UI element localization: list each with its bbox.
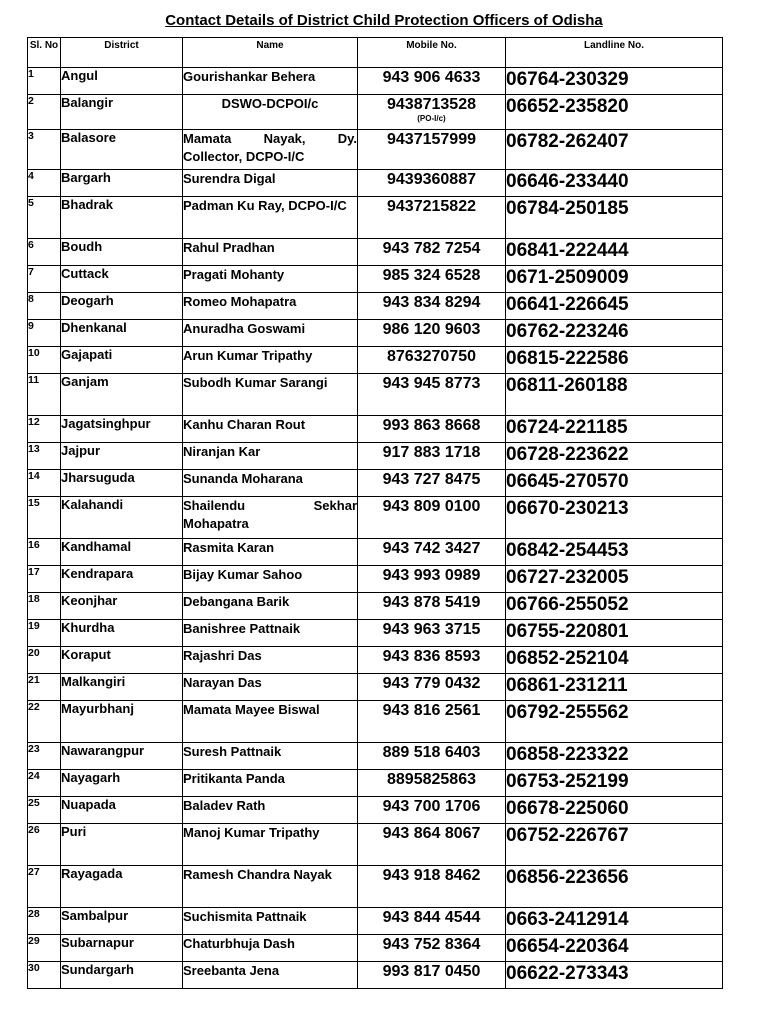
cell-mobile: 917 883 1718 xyxy=(358,443,506,470)
cell-mobile: 943 963 3715 xyxy=(358,620,506,647)
table-row xyxy=(28,443,723,470)
cell-landline: 06842-254453 xyxy=(506,539,723,566)
cell-mobile: 8895825863 xyxy=(358,770,506,797)
table-row xyxy=(28,266,723,293)
table-row xyxy=(28,374,723,416)
cell-mobile: 943 864 8067 xyxy=(358,824,506,866)
cell-sl-no: 27 xyxy=(28,866,61,908)
cell-name: Sunanda Moharana xyxy=(183,470,358,497)
cell-district: Kalahandi xyxy=(61,497,183,539)
cell-district: Subarnapur xyxy=(61,935,183,962)
table-row xyxy=(28,701,723,743)
cell-sl-no: 21 xyxy=(28,674,61,701)
cell-sl-no: 11 xyxy=(28,374,61,416)
table-row xyxy=(28,497,723,539)
cell-sl-no: 25 xyxy=(28,797,61,824)
cell-sl-no: 12 xyxy=(28,416,61,443)
cell-name: Pragati Mohanty xyxy=(183,266,358,293)
cell-sl-no: 8 xyxy=(28,293,61,320)
cell-mobile: 9439360887 xyxy=(358,170,506,197)
cell-district: Nawarangpur xyxy=(61,743,183,770)
cell-name: Rajashri Das xyxy=(183,647,358,674)
cell-district: Balangir xyxy=(61,95,183,130)
cell-landline: 06815-222586 xyxy=(506,347,723,374)
cell-sl-no: 23 xyxy=(28,743,61,770)
cell-name: Pritikanta Panda xyxy=(183,770,358,797)
table-row xyxy=(28,566,723,593)
table-row xyxy=(28,130,723,170)
cell-landline: 06622-273343 xyxy=(506,962,723,989)
table-row xyxy=(28,770,723,797)
cell-district: Rayagada xyxy=(61,866,183,908)
cell-name: Narayan Das xyxy=(183,674,358,701)
cell-name: Sreebanta Jena xyxy=(183,962,358,989)
cell-district: Khurdha xyxy=(61,620,183,647)
cell-mobile: 943 779 0432 xyxy=(358,674,506,701)
cell-landline: 06652-235820 xyxy=(506,95,723,130)
cell-mobile: 986 120 9603 xyxy=(358,320,506,347)
cell-sl-no: 24 xyxy=(28,770,61,797)
cell-sl-no: 16 xyxy=(28,539,61,566)
cell-landline: 06811-260188 xyxy=(506,374,723,416)
cell-sl-no: 30 xyxy=(28,962,61,989)
cell-name: Chaturbhuja Dash xyxy=(183,935,358,962)
cell-landline: 06841-222444 xyxy=(506,239,723,266)
table-row xyxy=(28,320,723,347)
table-row xyxy=(28,824,723,866)
cell-district: Bhadrak xyxy=(61,197,183,239)
cell-name: Subodh Kumar Sarangi xyxy=(183,374,358,416)
mobile-note: (PO-I/c) xyxy=(417,114,446,123)
cell-landline: 06755-220801 xyxy=(506,620,723,647)
table-row xyxy=(28,647,723,674)
cell-landline: 06727-232005 xyxy=(506,566,723,593)
cell-mobile: 993 863 8668 xyxy=(358,416,506,443)
cell-sl-no: 14 xyxy=(28,470,61,497)
cell-name: Arun Kumar Tripathy xyxy=(183,347,358,374)
cell-mobile: 943 752 8364 xyxy=(358,935,506,962)
header-name: Name xyxy=(183,38,358,68)
cell-name: Shailendu Sekhar Mohapatra xyxy=(183,497,358,539)
cell-district: Koraput xyxy=(61,647,183,674)
cell-mobile: 9437157999 xyxy=(358,130,506,170)
cell-name: Banishree Pattnaik xyxy=(183,620,358,647)
cell-name: Padman Ku Ray, DCPO-I/C xyxy=(183,197,358,239)
cell-landline: 0663-2412914 xyxy=(506,908,723,935)
cell-name: Kanhu Charan Rout xyxy=(183,416,358,443)
cell-sl-no: 10 xyxy=(28,347,61,374)
cell-mobile: 943 918 8462 xyxy=(358,866,506,908)
cell-name: Suresh Pattnaik xyxy=(183,743,358,770)
table-header-row xyxy=(28,38,723,68)
cell-landline: 06858-223322 xyxy=(506,743,723,770)
cell-mobile: 943 700 1706 xyxy=(358,797,506,824)
cell-sl-no: 3 xyxy=(28,130,61,170)
cell-mobile: 993 817 0450 xyxy=(358,962,506,989)
cell-mobile: 943 945 8773 xyxy=(358,374,506,416)
table-row xyxy=(28,239,723,266)
cell-sl-no: 7 xyxy=(28,266,61,293)
cell-name: Manoj Kumar Tripathy xyxy=(183,824,358,866)
header-sl-no: Sl. No xyxy=(28,38,61,68)
cell-mobile: 943 906 4633 xyxy=(358,68,506,95)
cell-landline: 06753-252199 xyxy=(506,770,723,797)
table-row xyxy=(28,866,723,908)
cell-mobile: 943 878 5419 xyxy=(358,593,506,620)
table-row xyxy=(28,95,723,130)
header-landline: Landline No. xyxy=(506,38,723,68)
cell-sl-no: 28 xyxy=(28,908,61,935)
cell-name: Baladev Rath xyxy=(183,797,358,824)
cell-district: Gajapati xyxy=(61,347,183,374)
cell-mobile: 943 809 0100 xyxy=(358,497,506,539)
cell-mobile: 943 834 8294 xyxy=(358,293,506,320)
cell-mobile: 9437215822 xyxy=(358,197,506,239)
header-mobile: Mobile No. xyxy=(358,38,506,68)
cell-name: DSWO-DCPOI/c xyxy=(183,95,358,130)
cell-district: Kandhamal xyxy=(61,539,183,566)
table-row xyxy=(28,620,723,647)
cell-landline: 06728-223622 xyxy=(506,443,723,470)
cell-sl-no: 2 xyxy=(28,95,61,130)
cell-sl-no: 1 xyxy=(28,68,61,95)
table-row xyxy=(28,593,723,620)
cell-sl-no: 22 xyxy=(28,701,61,743)
cell-landline: 06645-270570 xyxy=(506,470,723,497)
cell-landline: 06861-231211 xyxy=(506,674,723,701)
cell-landline: 06670-230213 xyxy=(506,497,723,539)
cell-name: Surendra Digal xyxy=(183,170,358,197)
table-row xyxy=(28,935,723,962)
cell-sl-no: 17 xyxy=(28,566,61,593)
cell-mobile: 943 993 0989 xyxy=(358,566,506,593)
cell-landline: 06752-226767 xyxy=(506,824,723,866)
cell-mobile: 8763270750 xyxy=(358,347,506,374)
cell-district: Ganjam xyxy=(61,374,183,416)
cell-mobile: 889 518 6403 xyxy=(358,743,506,770)
cell-district: Deogarh xyxy=(61,293,183,320)
cell-district: Jharsuguda xyxy=(61,470,183,497)
cell-district: Angul xyxy=(61,68,183,95)
cell-district: Puri xyxy=(61,824,183,866)
cell-sl-no: 5 xyxy=(28,197,61,239)
cell-district: Mayurbhanj xyxy=(61,701,183,743)
cell-name: Ramesh Chandra Nayak xyxy=(183,866,358,908)
cell-landline: 06792-255562 xyxy=(506,701,723,743)
cell-mobile: 943 844 4544 xyxy=(358,908,506,935)
cell-district: Malkangiri xyxy=(61,674,183,701)
cell-sl-no: 15 xyxy=(28,497,61,539)
cell-landline: 06724-221185 xyxy=(506,416,723,443)
table-row xyxy=(28,416,723,443)
cell-sl-no: 26 xyxy=(28,824,61,866)
cell-landline: 06646-233440 xyxy=(506,170,723,197)
table-row xyxy=(28,797,723,824)
cell-district: Jajpur xyxy=(61,443,183,470)
cell-landline: 06782-262407 xyxy=(506,130,723,170)
header-district: District xyxy=(61,38,183,68)
cell-landline: 06766-255052 xyxy=(506,593,723,620)
table-row xyxy=(28,197,723,239)
cell-sl-no: 4 xyxy=(28,170,61,197)
cell-district: Sambalpur xyxy=(61,908,183,935)
cell-district: Balasore xyxy=(61,130,183,170)
table-row xyxy=(28,347,723,374)
page-title: Contact Details of District Child Protection Officers of Odisha xyxy=(165,12,603,29)
table-row xyxy=(28,674,723,701)
cell-sl-no: 13 xyxy=(28,443,61,470)
cell-name: Debangana Barik xyxy=(183,593,358,620)
cell-mobile: 943 816 2561 xyxy=(358,701,506,743)
table-row xyxy=(28,293,723,320)
cell-name: Bijay Kumar Sahoo xyxy=(183,566,358,593)
cell-name: Rasmita Karan xyxy=(183,539,358,566)
cell-landline: 06764-230329 xyxy=(506,68,723,95)
cell-name: Romeo Mohapatra xyxy=(183,293,358,320)
cell-district: Dhenkanal xyxy=(61,320,183,347)
cell-district: Kendrapara xyxy=(61,566,183,593)
cell-landline: 06678-225060 xyxy=(506,797,723,824)
cell-sl-no: 19 xyxy=(28,620,61,647)
table-row xyxy=(28,962,723,989)
cell-mobile: 943 782 7254 xyxy=(358,239,506,266)
cell-landline: 06654-220364 xyxy=(506,935,723,962)
cell-landline: 06856-223656 xyxy=(506,866,723,908)
cell-mobile: 943 727 8475 xyxy=(358,470,506,497)
cell-name: Anuradha Goswami xyxy=(183,320,358,347)
cell-landline: 06784-250185 xyxy=(506,197,723,239)
cell-name: Mamata Mayee Biswal xyxy=(183,701,358,743)
cell-name: Gourishankar Behera xyxy=(183,68,358,95)
cell-district: Sundargarh xyxy=(61,962,183,989)
cell-sl-no: 9 xyxy=(28,320,61,347)
cell-landline: 06852-252104 xyxy=(506,647,723,674)
cell-sl-no: 20 xyxy=(28,647,61,674)
cell-landline: 0671-2509009 xyxy=(506,266,723,293)
cell-mobile: 943 742 3427 xyxy=(358,539,506,566)
cell-district: Keonjhar xyxy=(61,593,183,620)
cell-sl-no: 29 xyxy=(28,935,61,962)
table-row xyxy=(28,908,723,935)
table-row xyxy=(28,170,723,197)
cell-district: Boudh xyxy=(61,239,183,266)
cell-mobile: 9438713528 (PO-I/c) xyxy=(358,95,506,130)
table-row xyxy=(28,68,723,95)
cell-district: Cuttack xyxy=(61,266,183,293)
cell-district: Nayagarh xyxy=(61,770,183,797)
cell-landline: 06762-223246 xyxy=(506,320,723,347)
cell-name: Rahul Pradhan xyxy=(183,239,358,266)
table-row xyxy=(28,743,723,770)
cell-mobile: 943 836 8593 xyxy=(358,647,506,674)
cell-mobile: 985 324 6528 xyxy=(358,266,506,293)
cell-district: Jagatsinghpur xyxy=(61,416,183,443)
cell-name: Suchismita Pattnaik xyxy=(183,908,358,935)
cell-name: Mamata Nayak, Dy. Collector, DCPO-I/C xyxy=(183,130,358,170)
cell-district: Bargarh xyxy=(61,170,183,197)
table-row xyxy=(28,470,723,497)
cell-sl-no: 6 xyxy=(28,239,61,266)
cell-sl-no: 18 xyxy=(28,593,61,620)
contacts-table xyxy=(27,37,723,989)
table-row xyxy=(28,539,723,566)
cell-landline: 06641-226645 xyxy=(506,293,723,320)
cell-district: Nuapada xyxy=(61,797,183,824)
cell-name: Niranjan Kar xyxy=(183,443,358,470)
